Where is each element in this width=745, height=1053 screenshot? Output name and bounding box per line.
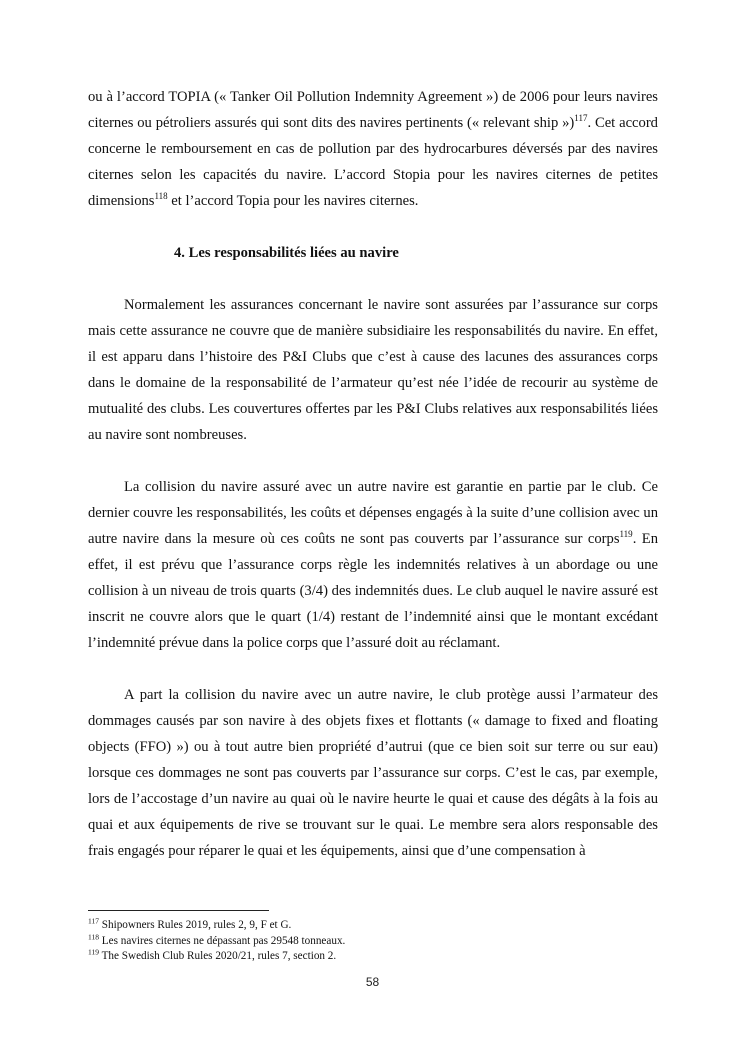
section-heading bbox=[88, 240, 658, 266]
page-number: 58 bbox=[365, 975, 380, 989]
footnotes bbox=[88, 918, 658, 965]
footnote-divider bbox=[88, 910, 269, 911]
footnote-ref-119[interactable]: 119 bbox=[619, 529, 633, 540]
footnote-text: Les navires citernes ne dépassant pas 29548 tonneaux. bbox=[98, 934, 346, 947]
paragraph-text: ou à l’accord TOPIA (« Tanker Oil Pollution Indemnity Agreement ») de 2006 pour leurs navires citernes ou pétroliers assurés qui sont dits des navires pertinents (« relevant ship ») bbox=[88, 89, 658, 131]
footnote-text: Shipowners Rules 2019, rules 2, 9, F et G. bbox=[98, 919, 292, 931]
paragraph-responsabilites: Normalement les assurances concernant le navire sont assurées par l’assurance sur corps mais cette assurance ne couvre que de manière subsidiaire les responsabilités du navire. En effet, il est apparu dans l’histoire des P&I Clubs que c’est à cause des lacunes des assurances corps dans le domaine de la responsabilité de l’armateur qu’est née l’idée de recourir au système de mutualité des clubs. Les couvertures offertes par les P&I Clubs relatives aux responsabilités liées au navire sont nombreuses. bbox=[88, 297, 658, 443]
paragraph-text: et l’accord Topia pour les navires citernes. bbox=[167, 193, 419, 209]
paragraph-ffo: A part la collision du navire avec un autre navire, le club protège aussi l’armateur des dommages causés par son navire à des objets fixes et flottants (« damage to fixed and floating objects (FFO) ») ou à tout autre bien propriété d’autrui (que ce bien soit sur terre ou sur eau) lorsque ces dommages ne sont pas couverts par l’assurance sur corps. C’est le cas, par exemple, lors de l’accostage d’un navire au quai où le navire heurte le quai et cause des dégâts à la fois au quai et aux équipements de rive se trouvant sur le quai. Le membre sera alors responsable des frais engagés pour réparer le quai et les équipements, ainsi que d’une compensation à bbox=[88, 687, 658, 859]
footnote-number: 118 bbox=[88, 931, 99, 941]
paragraph-text: . Cet accord concerne le remboursement en cas de pollution par des hydrocarbures déversés par des navires citernes selon les capacités du navire. L’accord Stopia pour les navires citernes de petites dimensions bbox=[88, 115, 658, 209]
footnote-number: 119 bbox=[88, 947, 99, 957]
section-number: 4. bbox=[174, 245, 185, 261]
footnote-ref-117[interactable]: 117 bbox=[574, 113, 588, 124]
footnote-118 bbox=[88, 931, 658, 950]
body-text bbox=[88, 84, 658, 864]
paragraph-collision bbox=[88, 474, 658, 656]
paragraph-text: La collision du navire assuré avec un autre navire est garantie en partie par le club. Ce dernier couvre les responsabilités, les coûts et dépenses engagés à la suite d’une collision avec un autre navire dans la mesure où ces coûts ne sont pas couverts par l’assurance sur corps bbox=[88, 479, 658, 547]
paragraph-text: . En effet, il est prévu que l’assurance corps règle les indemnités relatives à un abordage ou une collision à un niveau de trois quarts (3/4) des indemnités dues. Le club auquel le navire assuré est inscrit ne couvre alors que le quart (1/4) restant de l’indemnité ainsi que le montant excédant l’indemnité prévue dans la police corps que l’assuré doit au réclamant. bbox=[88, 531, 658, 651]
footnote-text: The Swedish Club Rules 2020/21, rules 7, section 2. bbox=[98, 950, 337, 962]
section-title: Les responsabilités liées au navire bbox=[188, 245, 399, 261]
footnote-number: 117 bbox=[88, 916, 99, 926]
footnote-ref-118[interactable]: 118 bbox=[154, 191, 168, 202]
paragraph-topia bbox=[88, 84, 658, 214]
footnote-119 bbox=[88, 949, 658, 965]
footnote-117 bbox=[88, 918, 658, 934]
